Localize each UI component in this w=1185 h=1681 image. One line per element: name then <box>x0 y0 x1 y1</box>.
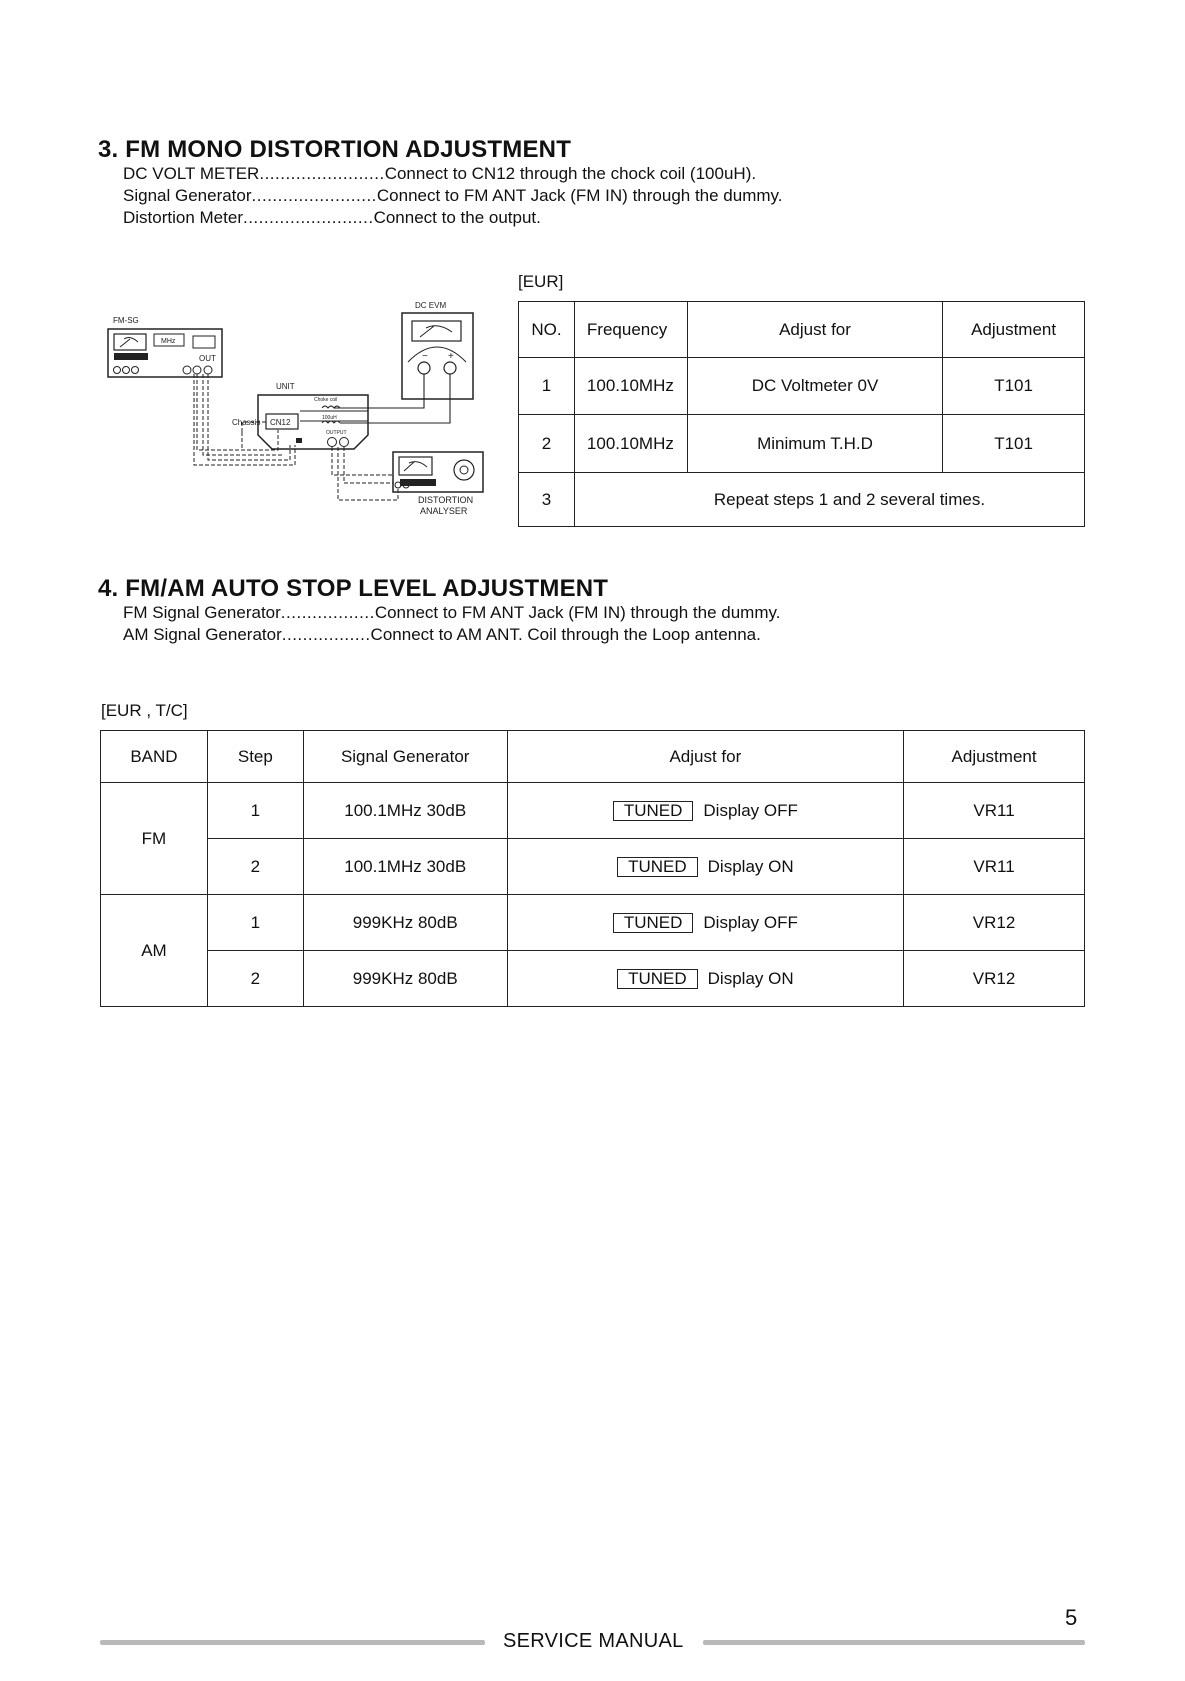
table-row <box>101 783 1085 839</box>
mhz-label: MHz <box>161 338 176 345</box>
signal-generator-cell: 100.1MHz 30dB <box>303 783 507 839</box>
eur-adjustment-table <box>518 301 1085 527</box>
chassis-label: Chassis <box>232 418 261 427</box>
minus-label: − <box>422 351 428 362</box>
frequency-cell: 100.10MHz <box>574 415 687 473</box>
connection-dots: ......................... <box>242 208 374 227</box>
adjustment-cell: VR12 <box>904 895 1085 951</box>
connection-line <box>123 164 756 184</box>
connection-line <box>123 186 783 206</box>
table-header-row <box>101 731 1085 783</box>
connection-dots: ........................ <box>251 186 377 205</box>
choke-coil-label: Choke coil <box>314 397 338 403</box>
region-tag: [EUR , T/C] <box>101 701 188 720</box>
connection-text: Connect to CN12 through the chock coil (100uH). <box>384 164 757 183</box>
table-header-row <box>519 302 1085 358</box>
connection-label: AM Signal Generator <box>123 625 282 644</box>
plus-label: + <box>448 351 454 362</box>
meter-icon <box>412 321 461 341</box>
footer-rule-right <box>703 1640 1085 1645</box>
tuned-indicator: TUNED <box>617 969 698 989</box>
connection-text: Connect to FM ANT Jack (FM IN) through the dummy. <box>374 603 781 622</box>
display-state: Display OFF <box>703 800 798 820</box>
column-header: Signal Generator <box>303 731 507 783</box>
connection-dots: ........................ <box>259 164 385 183</box>
adjust-for-cell <box>507 951 904 1007</box>
connection-text: Connect to AM ANT. Coil through the Loop antenna. <box>370 625 761 644</box>
signal-generator-cell: 100.1MHz 30dB <box>303 839 507 895</box>
column-header: NO. <box>519 302 575 358</box>
meter-icon <box>399 457 432 475</box>
row-number: 1 <box>519 358 575 415</box>
table-row <box>101 839 1085 895</box>
connection-dots: .................. <box>280 603 375 622</box>
display-state: Display OFF <box>703 912 798 932</box>
table-row <box>519 358 1085 415</box>
table-row <box>519 473 1085 527</box>
footer-label: SERVICE MANUAL <box>503 1630 684 1652</box>
row-number: 3 <box>519 473 575 527</box>
adjustment-cell: T101 <box>943 415 1085 473</box>
adjustment-cell: VR12 <box>904 951 1085 1007</box>
display-state: Display ON <box>707 856 794 876</box>
connection-text: Connect to FM ANT Jack (FM IN) through the dummy. <box>376 186 783 205</box>
meter-icon <box>114 334 146 350</box>
choke-value-label: 100uH <box>322 415 337 421</box>
table-row <box>101 895 1085 951</box>
column-header: Frequency <box>574 302 687 358</box>
auto-stop-level-table <box>100 730 1085 1007</box>
knob-icon <box>454 460 474 480</box>
adjust-for-cell <box>507 839 904 895</box>
adjustment-cell: T101 <box>943 358 1085 415</box>
region-tag: [EUR] <box>518 272 564 291</box>
unit-label: UNIT <box>276 382 295 391</box>
column-header: Step <box>207 731 303 783</box>
frequency-cell: 100.10MHz <box>574 358 687 415</box>
adjustment-cell: VR11 <box>904 839 1085 895</box>
analyser-label-2: ANALYSER <box>420 506 468 516</box>
band-cell: FM <box>101 783 208 895</box>
column-header: Adjustment <box>904 731 1085 783</box>
cn12-label: CN12 <box>270 418 291 427</box>
band-cell: AM <box>101 895 208 1007</box>
footer-rule-left <box>100 1640 485 1645</box>
tuned-indicator: TUNED <box>613 801 694 821</box>
connection-line <box>123 625 761 645</box>
connection-dots: ................. <box>281 625 371 644</box>
page-number: 5 <box>1065 1605 1078 1630</box>
section-3-title: 3. FM MONO DISTORTION ADJUSTMENT <box>98 136 572 163</box>
connection-text: Connect to the output. <box>373 208 541 227</box>
step-cell: 1 <box>207 895 303 951</box>
column-header: BAND <box>101 731 208 783</box>
tuned-indicator: TUNED <box>617 857 698 877</box>
step-cell: 2 <box>207 951 303 1007</box>
tuned-indicator: TUNED <box>613 913 694 933</box>
adjust-for-cell: DC Voltmeter 0V <box>687 358 942 415</box>
signal-generator-cell: 999KHz 80dB <box>303 895 507 951</box>
connection-line <box>123 208 541 228</box>
table-row <box>101 951 1085 1007</box>
table-row <box>519 415 1085 473</box>
display-state: Display ON <box>707 968 794 988</box>
column-header: Adjust for <box>687 302 942 358</box>
column-header: Adjust for <box>507 731 904 783</box>
connection-label: FM Signal Generator <box>123 603 281 622</box>
step-cell: 1 <box>207 783 303 839</box>
step-cell: 2 <box>207 839 303 895</box>
adjust-for-cell: Minimum T.H.D <box>687 415 942 473</box>
dc-evm-label: DC EVM <box>415 301 447 310</box>
signal-generator-cell: 999KHz 80dB <box>303 951 507 1007</box>
adjust-for-cell <box>507 895 904 951</box>
out-label: OUT <box>199 354 216 363</box>
fm-sg-label: FM-SG <box>113 316 139 325</box>
keypad-icon <box>114 353 148 360</box>
connection-label: DC VOLT METER <box>123 164 260 183</box>
section-4-title: 4. FM/AM AUTO STOP LEVEL ADJUSTMENT <box>98 575 609 602</box>
connection-label: Signal Generator <box>123 186 252 205</box>
adjust-for-cell <box>507 783 904 839</box>
connection-line <box>123 603 780 623</box>
repeat-note-cell: Repeat steps 1 and 2 several times. <box>574 473 1084 527</box>
column-header: Adjustment <box>943 302 1085 358</box>
analyser-label-1: DISTORTION <box>418 495 474 505</box>
row-number: 2 <box>519 415 575 473</box>
connection-label: Distortion Meter <box>123 208 243 227</box>
output-label: OUTPUT <box>326 430 347 436</box>
wiring-diagram <box>100 295 490 520</box>
adjustment-cell: VR11 <box>904 783 1085 839</box>
